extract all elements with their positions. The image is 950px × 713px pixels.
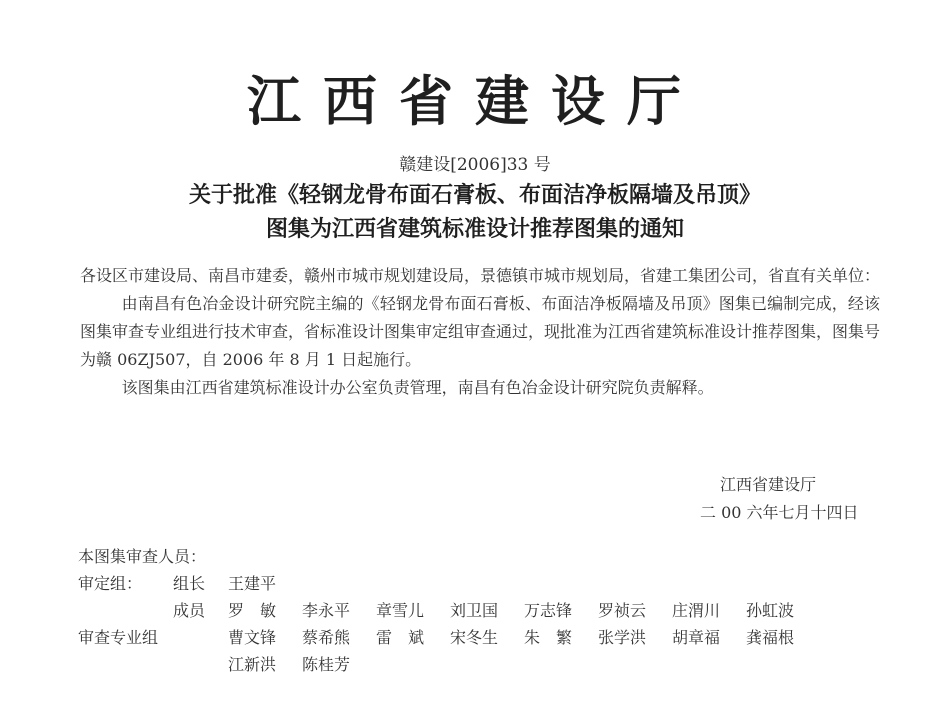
review-member-name: 胡章福 bbox=[672, 628, 721, 647]
member-name: 庄渭川 bbox=[672, 601, 721, 620]
approval-group-members-row bbox=[78, 597, 898, 624]
body-paragraph-2: 该图集由江西省建筑标准设计办公室负责管理，南昌有色冶金设计研究院负责解释。 bbox=[121, 378, 714, 397]
member-name: 刘卫国 bbox=[450, 601, 499, 620]
members-label: 成员 bbox=[173, 601, 206, 620]
member-name: 罗祯云 bbox=[598, 601, 647, 620]
notice-title-line-1: 关于批准《轻钢龙骨布面石膏板、布面洁净板隔墙及吊顶》 bbox=[188, 183, 761, 208]
body-paragraph-1: 由南昌有色冶金设计研究院主编的《轻钢龙骨布面石膏板、布面洁净板隔墙及吊顶》图集已编制完成，经该图集审查专业组进行技术审查，省标准设计图集审定组审查通过，现批准为江西省建筑标准设计推荐图集，图集号为赣 06ZJ507，自 2006 年 8 月 1 日起施行。 bbox=[80, 294, 881, 369]
review-member-name: 宋冬生 bbox=[450, 628, 499, 647]
reviewers-heading-row bbox=[78, 543, 898, 570]
member-name: 李永平 bbox=[302, 601, 351, 620]
signature-org: 江西省建设厅 bbox=[720, 475, 817, 494]
document-number: 赣建设[2006]33 号 bbox=[399, 155, 551, 175]
review-member-name: 蔡希熊 bbox=[302, 628, 351, 647]
member-name: 孙虹波 bbox=[746, 601, 795, 620]
review-member-name: 龚福根 bbox=[746, 628, 795, 647]
leader-name: 王建平 bbox=[228, 574, 277, 593]
agency-title: 江西省建设厅 bbox=[247, 70, 703, 133]
review-group-label: 审查专业组 bbox=[78, 628, 159, 647]
leader-label: 组长 bbox=[173, 574, 206, 593]
review-group-row-2 bbox=[78, 651, 898, 678]
reviewers-heading: 本图集审查人员： bbox=[78, 547, 207, 566]
review-member-name: 张学洪 bbox=[598, 628, 647, 647]
approval-group-label: 审定组： bbox=[78, 574, 143, 593]
review-member-name: 江新洪 bbox=[228, 655, 277, 674]
review-member-name: 陈桂芳 bbox=[302, 655, 351, 674]
signature-block bbox=[700, 471, 900, 527]
approval-group-leader-row bbox=[78, 570, 898, 597]
review-member-name: 雷 斌 bbox=[376, 628, 425, 647]
notice-title-line-2: 图集为江西省建筑标准设计推荐图集的通知 bbox=[265, 217, 684, 242]
member-name: 罗 敏 bbox=[228, 601, 277, 620]
review-member-name: 朱 繁 bbox=[524, 628, 573, 647]
review-group-row-1 bbox=[78, 624, 898, 651]
member-name: 万志锋 bbox=[524, 601, 573, 620]
notice-body bbox=[80, 262, 880, 402]
signature-date: 二 00 六年七月十四日 bbox=[700, 503, 859, 522]
addressee: 各设区市建设局、南昌市建委，赣州市城市规划建设局，景德镇市城市规划局，省建工集团公司，省直有关单位： bbox=[80, 266, 881, 285]
reviewers-section bbox=[78, 543, 898, 678]
member-name: 章雪儿 bbox=[376, 601, 425, 620]
review-member-name: 曹文锋 bbox=[228, 628, 277, 647]
